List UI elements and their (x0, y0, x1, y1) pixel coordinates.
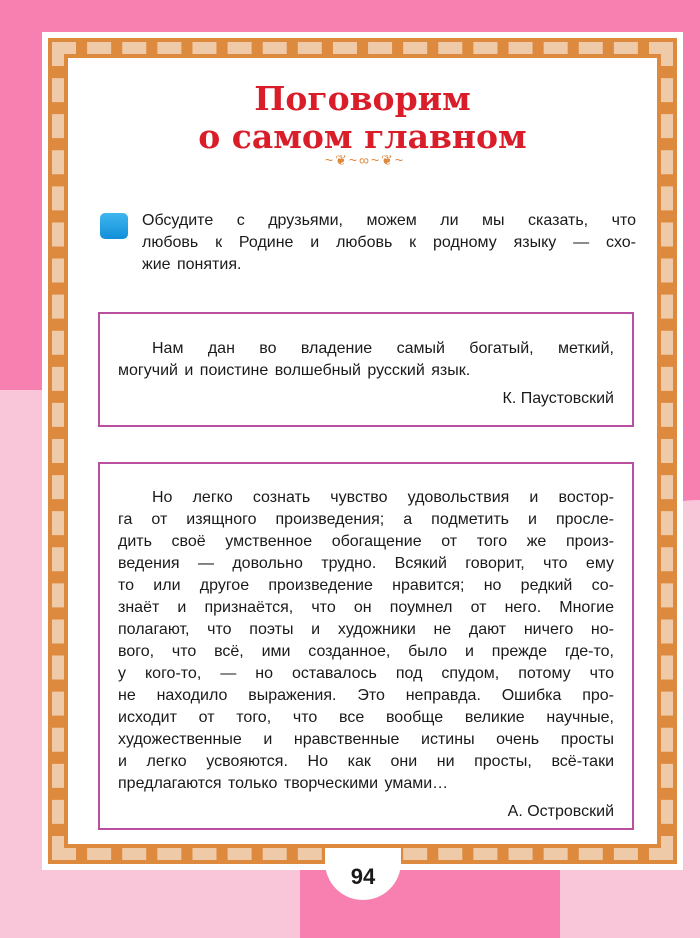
title-line: о самом главном (198, 117, 527, 156)
quote-box (98, 462, 634, 830)
ornament-icon: ~❦~∞~❦~ (324, 152, 406, 168)
text-line: ведения — довольно трудно. Всякий говорит, что ему (118, 555, 614, 572)
text-line: Нам дан во владение самый богатый, меткий, (152, 340, 614, 357)
page (42, 32, 683, 870)
text-line: и легко усвояются. Но как они ни просты, всё-таки (118, 753, 614, 770)
text-line: Обсудите с друзьями, можем ли мы сказать, что (142, 212, 636, 229)
page-title (42, 80, 683, 156)
text-line: знаёт и признаётся, что он поумнел от него. Многие (118, 599, 614, 616)
title-line: Поговорим (254, 79, 471, 118)
quote-author: А. Островский (507, 803, 614, 820)
text-line: исходит от того, что все вообще великие научные, (118, 709, 614, 726)
text-line: жие понятия. (142, 256, 242, 273)
text-line: полагают, что поэты и художники не дают ничего но- (118, 621, 614, 638)
text-line: га от изящного произведения; а подметить и просле- (118, 511, 614, 528)
text-line: вого, что всё, ими созданное, было и прежде где-то, (118, 643, 614, 660)
page-number: 94 (325, 848, 401, 900)
text-line: могучий и поистине волшебный русский язык. (118, 362, 471, 379)
quote-author: К. Паустовский (502, 390, 614, 407)
text-line: дить своё умственное обогащение от того же произ- (118, 533, 614, 550)
text-line: предлагаются только творческими умами… (118, 775, 449, 792)
text-line: то или другое произведение нравится; но редкий со- (118, 577, 614, 594)
task (100, 210, 636, 276)
quote-box (98, 312, 634, 427)
text-line: Но легко сознать чувство удовольствия и востор- (152, 489, 614, 506)
task-marker-icon (100, 213, 128, 239)
text-line: у кого-то, — но оставалось под спудом, потому что (118, 665, 614, 682)
text-line: художественные и нравственные истины очень просты (118, 731, 614, 748)
text-line: любовь к Родине и любовь к родному языку — схо- (142, 234, 636, 251)
text-line: не находило выражения. Это неправда. Ошибка про- (118, 687, 614, 704)
